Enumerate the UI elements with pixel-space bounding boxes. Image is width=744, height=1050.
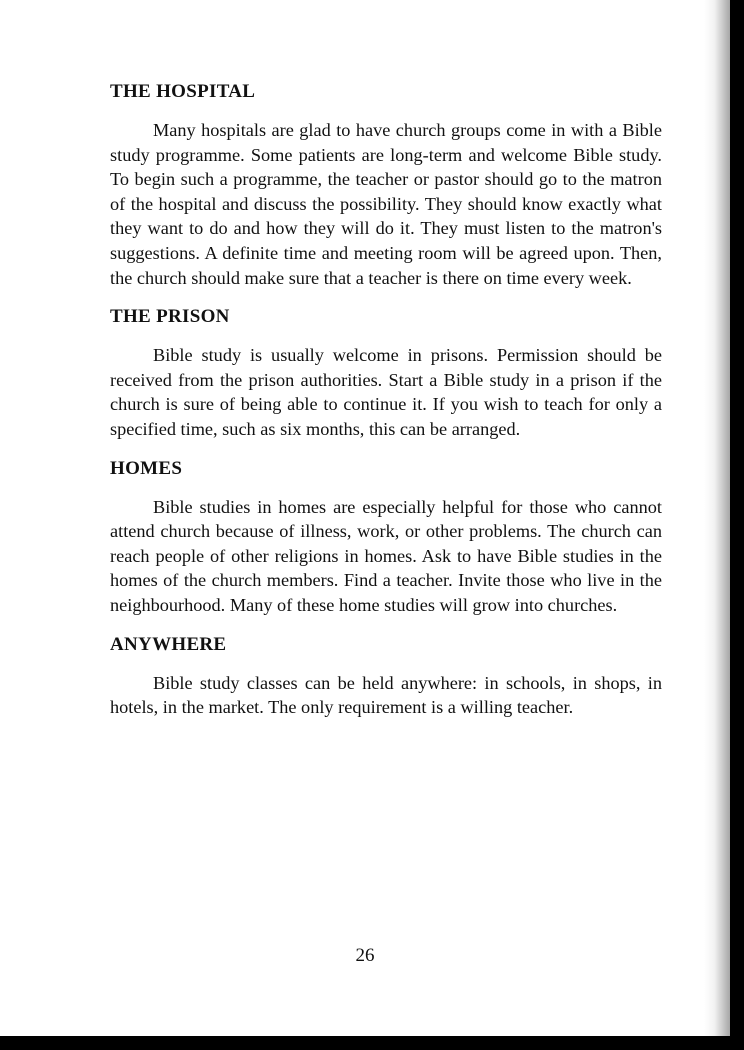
- section-heading: HOMES: [110, 457, 183, 479]
- section-prison: [110, 303, 662, 441]
- section-body: Many hospitals are glad to have church groups come in with a Bible study programme. Some patients are long-term and welcome Bible study. To begin such a programme, the teacher or pastor should go to the matron of the hospital and discuss the possibility. They should know exactly what they want to do and how they will do it. They must listen to the matron's suggestions. A definite time and meeting room will be agreed upon. Then, the church should make sure that a teacher is there on time every week.: [110, 120, 662, 288]
- section-body: Bible studies in homes are especially helpful for those who cannot attend church because of illness, work, or other problems. The church can reach people of other religions in homes. Ask to have Bible studies in the homes of the church members. Find a teacher. Invite those who live in the neighbourhood. Many of these home studies will grow into churches.: [110, 496, 662, 615]
- scan-edge-bottom: [0, 1036, 744, 1050]
- section-anywhere: [110, 631, 662, 720]
- scan-edge-shadow: [704, 0, 730, 1036]
- section-heading: ANYWHERE: [110, 633, 227, 655]
- section-hospital: [110, 78, 662, 290]
- section-body: Bible study is usually welcome in prisons. Permission should be received from the prison authorities. Start a Bible study in a prison if the church is sure of being able to continue it. If you wish to teach for only a specified time, such as six months, this can be arranged.: [110, 345, 662, 439]
- page-number: 26: [355, 945, 375, 966]
- page-content: [110, 78, 662, 733]
- section-heading: THE PRISON: [110, 306, 230, 328]
- scan-edge-right: [730, 0, 744, 1050]
- section-homes: [110, 455, 662, 618]
- section-body: Bible study classes can be held anywhere: in schools, in shops, in hotels, in the market. The only requirement is a willing teacher.: [110, 672, 662, 718]
- section-heading: THE HOSPITAL: [110, 81, 256, 102]
